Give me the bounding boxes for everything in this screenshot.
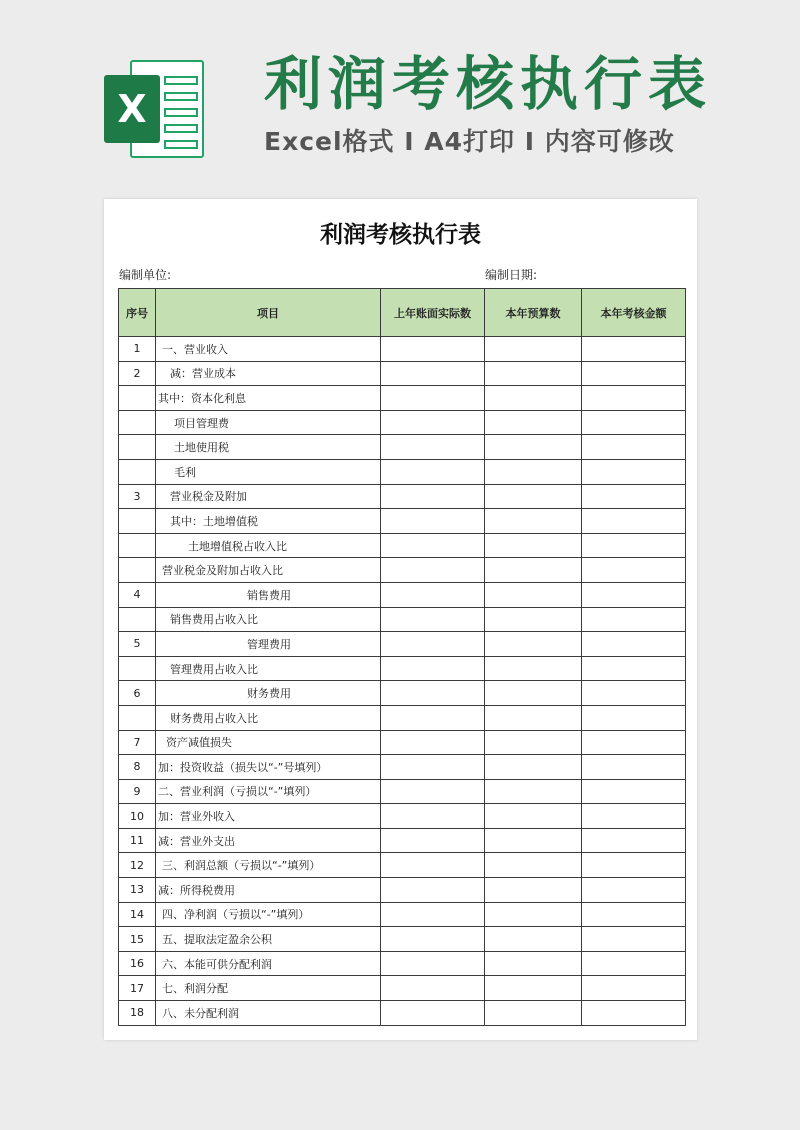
sheet-title: 利润考核执行表 bbox=[320, 222, 481, 248]
row-item: 七、利润分配 bbox=[156, 976, 381, 1001]
banner-title: 利润考核执行表 bbox=[264, 50, 713, 118]
unit-label: 编制单位: bbox=[119, 268, 172, 282]
row-no: 17 bbox=[119, 976, 156, 1001]
table-row bbox=[119, 951, 686, 976]
row-item: 销售费用占收入比 bbox=[156, 607, 381, 632]
assess-cell[interactable] bbox=[582, 410, 686, 435]
banner bbox=[0, 0, 800, 190]
last-year-cell[interactable] bbox=[381, 533, 485, 558]
last-year-cell[interactable] bbox=[381, 558, 485, 583]
table-row bbox=[119, 558, 686, 583]
row-item: 一、营业收入 bbox=[156, 337, 381, 362]
last-year-cell[interactable] bbox=[381, 361, 485, 386]
row-item: 五、提取法定盈余公积 bbox=[156, 927, 381, 952]
budget-cell[interactable] bbox=[485, 558, 582, 583]
table-row bbox=[119, 853, 686, 878]
assess-cell[interactable] bbox=[582, 730, 686, 755]
assess-cell[interactable] bbox=[582, 681, 686, 706]
row-no bbox=[119, 435, 156, 460]
table-body bbox=[119, 337, 686, 1026]
table-row bbox=[119, 730, 686, 755]
assess-cell[interactable] bbox=[582, 558, 686, 583]
last-year-cell[interactable] bbox=[381, 705, 485, 730]
table-row bbox=[119, 459, 686, 484]
assess-cell[interactable] bbox=[582, 533, 686, 558]
assess-cell[interactable] bbox=[582, 386, 686, 411]
table-row bbox=[119, 779, 686, 804]
assess-cell[interactable] bbox=[582, 337, 686, 362]
table-row bbox=[119, 828, 686, 853]
assess-cell[interactable] bbox=[582, 632, 686, 657]
last-year-cell[interactable] bbox=[381, 632, 485, 657]
table-row bbox=[119, 582, 686, 607]
last-year-cell[interactable] bbox=[381, 927, 485, 952]
last-year-cell[interactable] bbox=[381, 509, 485, 534]
table-row bbox=[119, 656, 686, 681]
row-no: 13 bbox=[119, 878, 156, 903]
table-row bbox=[119, 607, 686, 632]
assess-cell[interactable] bbox=[582, 484, 686, 509]
budget-cell[interactable] bbox=[485, 927, 582, 952]
budget-cell[interactable] bbox=[485, 828, 582, 853]
last-year-cell[interactable] bbox=[381, 755, 485, 780]
last-year-cell[interactable] bbox=[381, 804, 485, 829]
table-row bbox=[119, 410, 686, 435]
table-row bbox=[119, 435, 686, 460]
assess-cell[interactable] bbox=[582, 951, 686, 976]
budget-cell[interactable] bbox=[485, 435, 582, 460]
row-item: 管理费用占收入比 bbox=[156, 656, 381, 681]
row-item: 加：投资收益（损失以“-”号填列） bbox=[156, 755, 381, 780]
row-no: 7 bbox=[119, 730, 156, 755]
row-no: 12 bbox=[119, 853, 156, 878]
row-item: 资产减值损失 bbox=[156, 730, 381, 755]
row-item: 其中：资本化利息 bbox=[156, 386, 381, 411]
profit-table bbox=[118, 288, 686, 1026]
header-assess: 本年考核金额 bbox=[582, 289, 686, 337]
assess-cell[interactable] bbox=[582, 582, 686, 607]
last-year-cell[interactable] bbox=[381, 976, 485, 1001]
assess-cell[interactable] bbox=[582, 927, 686, 952]
row-no bbox=[119, 459, 156, 484]
budget-cell[interactable] bbox=[485, 1001, 582, 1026]
table-row bbox=[119, 681, 686, 706]
row-no bbox=[119, 656, 156, 681]
table-row bbox=[119, 705, 686, 730]
row-item: 加：营业外收入 bbox=[156, 804, 381, 829]
budget-cell[interactable] bbox=[485, 484, 582, 509]
row-no: 8 bbox=[119, 755, 156, 780]
row-item: 财务费用 bbox=[156, 681, 381, 706]
row-no: 6 bbox=[119, 681, 156, 706]
budget-cell[interactable] bbox=[485, 853, 582, 878]
last-year-cell[interactable] bbox=[381, 410, 485, 435]
assess-cell[interactable] bbox=[582, 976, 686, 1001]
spreadsheet-preview bbox=[104, 199, 697, 1040]
row-item: 减：营业外支出 bbox=[156, 828, 381, 853]
budget-cell[interactable] bbox=[485, 656, 582, 681]
header-item: 项目 bbox=[156, 289, 381, 337]
budget-cell[interactable] bbox=[485, 361, 582, 386]
last-year-cell[interactable] bbox=[381, 386, 485, 411]
row-item: 八、未分配利润 bbox=[156, 1001, 381, 1026]
row-item: 二、营业利润（亏损以“-”填列） bbox=[156, 779, 381, 804]
last-year-cell[interactable] bbox=[381, 656, 485, 681]
budget-cell[interactable] bbox=[485, 681, 582, 706]
date-label: 编制日期: bbox=[485, 268, 538, 282]
table-row bbox=[119, 386, 686, 411]
excel-logo-icon bbox=[104, 60, 204, 158]
assess-cell[interactable] bbox=[582, 705, 686, 730]
assess-cell[interactable] bbox=[582, 828, 686, 853]
assess-cell[interactable] bbox=[582, 804, 686, 829]
budget-cell[interactable] bbox=[485, 755, 582, 780]
last-year-cell[interactable] bbox=[381, 730, 485, 755]
row-no: 4 bbox=[119, 582, 156, 607]
row-item: 项目管理费 bbox=[156, 410, 381, 435]
table-row bbox=[119, 976, 686, 1001]
row-no: 2 bbox=[119, 361, 156, 386]
last-year-cell[interactable] bbox=[381, 337, 485, 362]
row-no: 11 bbox=[119, 828, 156, 853]
table-row bbox=[119, 804, 686, 829]
assess-cell[interactable] bbox=[582, 779, 686, 804]
last-year-cell[interactable] bbox=[381, 459, 485, 484]
row-no: 15 bbox=[119, 927, 156, 952]
last-year-cell[interactable] bbox=[381, 681, 485, 706]
budget-cell[interactable] bbox=[485, 607, 582, 632]
row-no bbox=[119, 705, 156, 730]
table-row bbox=[119, 927, 686, 952]
row-item: 销售费用 bbox=[156, 582, 381, 607]
assess-cell[interactable] bbox=[582, 656, 686, 681]
table-row bbox=[119, 361, 686, 386]
last-year-cell[interactable] bbox=[381, 828, 485, 853]
row-item: 四、净利润（亏损以“-”填列） bbox=[156, 902, 381, 927]
table-row bbox=[119, 878, 686, 903]
row-no bbox=[119, 607, 156, 632]
row-no: 18 bbox=[119, 1001, 156, 1026]
assess-cell[interactable] bbox=[582, 509, 686, 534]
row-item: 营业税金及附加 bbox=[156, 484, 381, 509]
assess-cell[interactable] bbox=[582, 1001, 686, 1026]
table-row bbox=[119, 484, 686, 509]
row-no bbox=[119, 558, 156, 583]
budget-cell[interactable] bbox=[485, 533, 582, 558]
table-row bbox=[119, 755, 686, 780]
row-no bbox=[119, 386, 156, 411]
row-no: 5 bbox=[119, 632, 156, 657]
budget-cell[interactable] bbox=[485, 410, 582, 435]
row-no: 3 bbox=[119, 484, 156, 509]
header-no: 序号 bbox=[119, 289, 156, 337]
budget-cell[interactable] bbox=[485, 976, 582, 1001]
budget-cell[interactable] bbox=[485, 582, 582, 607]
banner-subtitle: Excel格式 I A4打印 I 内容可修改 bbox=[264, 127, 675, 156]
table-row bbox=[119, 509, 686, 534]
last-year-cell[interactable] bbox=[381, 1001, 485, 1026]
row-no: 10 bbox=[119, 804, 156, 829]
budget-cell[interactable] bbox=[485, 509, 582, 534]
last-year-cell[interactable] bbox=[381, 607, 485, 632]
table-row bbox=[119, 1001, 686, 1026]
row-item: 其中：土地增值税 bbox=[156, 509, 381, 534]
row-no: 1 bbox=[119, 337, 156, 362]
assess-cell[interactable] bbox=[582, 902, 686, 927]
table-row bbox=[119, 533, 686, 558]
budget-cell[interactable] bbox=[485, 804, 582, 829]
budget-cell[interactable] bbox=[485, 779, 582, 804]
row-item: 三、利润总额（亏损以“-”填列） bbox=[156, 853, 381, 878]
row-no bbox=[119, 410, 156, 435]
budget-cell[interactable] bbox=[485, 705, 582, 730]
last-year-cell[interactable] bbox=[381, 779, 485, 804]
budget-cell[interactable] bbox=[485, 902, 582, 927]
budget-cell[interactable] bbox=[485, 337, 582, 362]
header-last-year: 上年账面实际数 bbox=[381, 289, 485, 337]
row-item: 营业税金及附加占收入比 bbox=[156, 558, 381, 583]
row-no bbox=[119, 509, 156, 534]
assess-cell[interactable] bbox=[582, 361, 686, 386]
row-item: 土地增值税占收入比 bbox=[156, 533, 381, 558]
table-header-row bbox=[119, 289, 686, 337]
row-no bbox=[119, 533, 156, 558]
row-no: 9 bbox=[119, 779, 156, 804]
table-row bbox=[119, 337, 686, 362]
budget-cell[interactable] bbox=[485, 878, 582, 903]
row-item: 毛利 bbox=[156, 459, 381, 484]
last-year-cell[interactable] bbox=[381, 902, 485, 927]
row-item: 财务费用占收入比 bbox=[156, 705, 381, 730]
assess-cell[interactable] bbox=[582, 459, 686, 484]
row-item: 减：营业成本 bbox=[156, 361, 381, 386]
row-item: 管理费用 bbox=[156, 632, 381, 657]
budget-cell[interactable] bbox=[485, 386, 582, 411]
last-year-cell[interactable] bbox=[381, 484, 485, 509]
last-year-cell[interactable] bbox=[381, 878, 485, 903]
header-budget: 本年预算数 bbox=[485, 289, 582, 337]
assess-cell[interactable] bbox=[582, 755, 686, 780]
row-no: 16 bbox=[119, 951, 156, 976]
last-year-cell[interactable] bbox=[381, 951, 485, 976]
last-year-cell[interactable] bbox=[381, 582, 485, 607]
assess-cell[interactable] bbox=[582, 853, 686, 878]
budget-cell[interactable] bbox=[485, 730, 582, 755]
budget-cell[interactable] bbox=[485, 951, 582, 976]
last-year-cell[interactable] bbox=[381, 435, 485, 460]
excel-x-badge: X bbox=[104, 75, 160, 143]
budget-cell[interactable] bbox=[485, 632, 582, 657]
assess-cell[interactable] bbox=[582, 435, 686, 460]
table-row bbox=[119, 632, 686, 657]
assess-cell[interactable] bbox=[582, 878, 686, 903]
row-item: 六、本能可供分配利润 bbox=[156, 951, 381, 976]
row-no: 14 bbox=[119, 902, 156, 927]
last-year-cell[interactable] bbox=[381, 853, 485, 878]
table-row bbox=[119, 902, 686, 927]
row-item: 减：所得税费用 bbox=[156, 878, 381, 903]
row-item: 土地使用税 bbox=[156, 435, 381, 460]
assess-cell[interactable] bbox=[582, 607, 686, 632]
budget-cell[interactable] bbox=[485, 459, 582, 484]
